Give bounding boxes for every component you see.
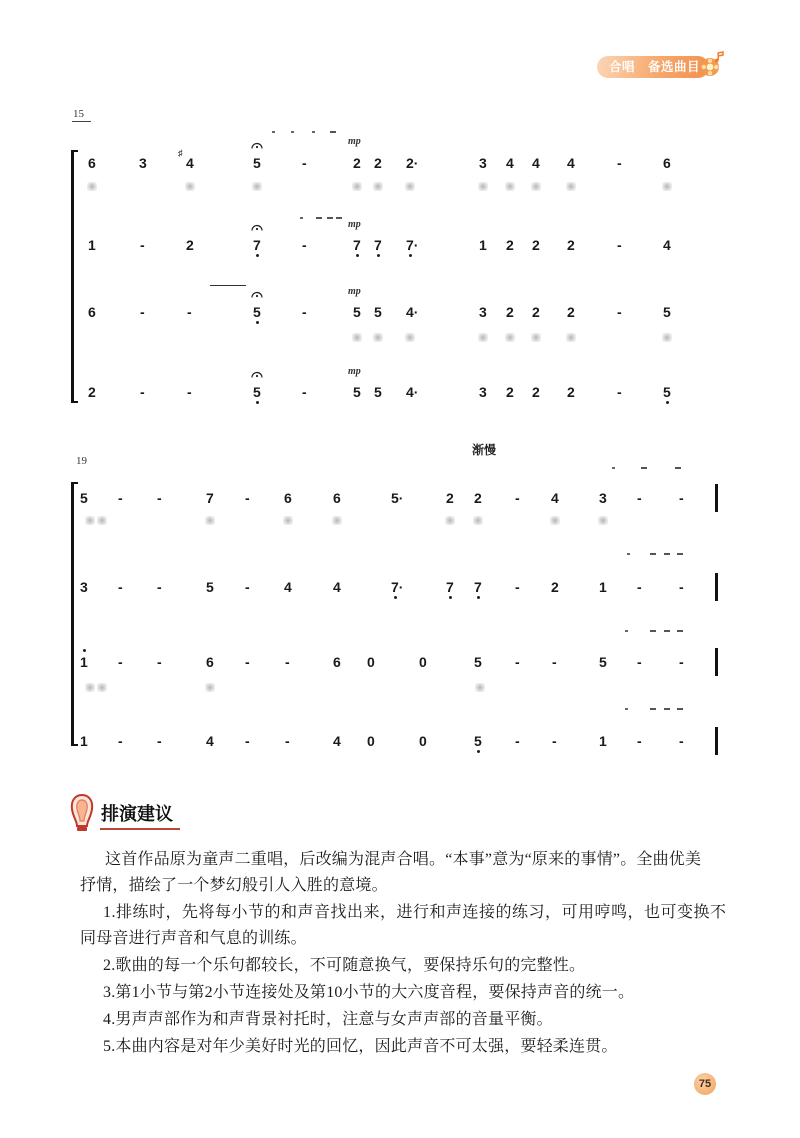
- final-barline: [715, 648, 718, 676]
- hairpin-fragment: [677, 708, 683, 710]
- duration-dash: -: [285, 654, 290, 670]
- note: 4: [663, 237, 671, 253]
- duration-dash: -: [140, 237, 145, 253]
- note: 1: [599, 733, 607, 749]
- lyric-syllable-illegible: [85, 683, 95, 692]
- note: 4·: [406, 384, 419, 400]
- advice-line: 抒情，描绘了一个梦幻般引人入胜的意境。: [80, 877, 388, 894]
- hairpin-fragment: [316, 217, 322, 219]
- low-octave-dot: [377, 254, 380, 257]
- duration-dash: -: [552, 733, 557, 749]
- lyric-syllable-illegible: [352, 333, 362, 342]
- duration-dash: -: [245, 654, 250, 670]
- hairpin-fragment: [650, 708, 656, 710]
- duration-dash: -: [679, 490, 684, 506]
- note: 2·: [406, 155, 419, 171]
- hairpin-fragment: [625, 630, 628, 632]
- lyric-syllable-illegible: [87, 182, 97, 191]
- note: 5: [353, 304, 361, 320]
- duration-dash: -: [617, 155, 622, 171]
- note: 1: [479, 237, 487, 253]
- note: 4: [206, 733, 214, 749]
- note: 6: [333, 654, 341, 670]
- low-octave-dot: [256, 254, 259, 257]
- note: 4: [333, 579, 341, 595]
- lyric-syllable-illegible: [566, 182, 576, 191]
- hairpin-fragment: [327, 217, 333, 219]
- note: 7: [353, 237, 361, 253]
- note: 5: [206, 579, 214, 595]
- lyric-syllable-illegible: [97, 683, 107, 692]
- note: 0: [419, 733, 427, 749]
- low-octave-dot: [409, 254, 412, 257]
- lyric-syllable-illegible: [598, 516, 608, 525]
- advice-line: 3.第1小节与第2小节连接处及第10小节的大六度音程，要保持声音的统一。: [103, 984, 635, 1001]
- dynamic-marking: mp: [348, 219, 361, 230]
- advice-line: 2.歌曲的每一个乐句都较长，不可随意换气，要保持乐句的完整性。: [103, 957, 586, 974]
- note: 4: [333, 733, 341, 749]
- hairpin-fragment: [677, 630, 683, 632]
- note: 4: [506, 155, 514, 171]
- note: 3: [139, 155, 147, 171]
- final-barline: [715, 573, 718, 601]
- measure-number: 15: [73, 108, 84, 120]
- note: 2: [532, 304, 540, 320]
- high-octave-dot: [83, 649, 86, 652]
- duration-dash: -: [515, 579, 520, 595]
- lyric-syllable-illegible: [252, 182, 262, 191]
- lyric-syllable-illegible: [97, 516, 107, 525]
- lyric-syllable-illegible: [185, 182, 195, 191]
- note: 0: [367, 654, 375, 670]
- note: 6: [284, 490, 292, 506]
- note: 5·: [391, 490, 404, 506]
- duration-dash: -: [617, 304, 622, 320]
- note: 5: [374, 384, 382, 400]
- system-bracket-bottom: [71, 744, 78, 746]
- duration-dash: -: [302, 237, 307, 253]
- tempo-marking: 渐慢: [472, 443, 497, 457]
- lyric-syllable-illegible: [505, 182, 515, 191]
- duration-dash: -: [617, 384, 622, 400]
- note: 7: [374, 237, 382, 253]
- low-octave-dot: [477, 596, 480, 599]
- lyric-syllable-illegible: [205, 516, 215, 525]
- hairpin-fragment: [650, 630, 656, 632]
- note: 3: [80, 579, 88, 595]
- note: 0: [419, 654, 427, 670]
- duration-dash: -: [637, 490, 642, 506]
- duration-dash: -: [302, 304, 307, 320]
- system-bracket-bottom: [71, 401, 78, 403]
- lyric-syllable-illegible: [531, 182, 541, 191]
- hairpin-fragment: [612, 467, 615, 469]
- note: 2: [551, 579, 559, 595]
- lyric-syllable-illegible: [405, 333, 415, 342]
- lyric-syllable-illegible: [332, 516, 342, 525]
- lyric-syllable-illegible: [352, 182, 362, 191]
- note: 4: [551, 490, 559, 506]
- note: 4: [186, 155, 194, 171]
- advice-line: 4.男声声部作为和声背景衬托时，注意与女声声部的音量平衡。: [103, 1011, 553, 1028]
- section-title: 排演建议: [101, 804, 173, 825]
- note: 5: [253, 384, 261, 400]
- lyric-syllable-illegible: [478, 182, 488, 191]
- lyric-syllable-illegible: [662, 182, 672, 191]
- note: 1: [88, 237, 96, 253]
- lyric-syllable-illegible: [531, 333, 541, 342]
- hairpin-fragment: [641, 467, 647, 469]
- duration-dash: -: [118, 654, 123, 670]
- duration-dash: -: [515, 654, 520, 670]
- fermata-icon: [251, 290, 263, 298]
- duration-dash: -: [245, 490, 250, 506]
- note: 2: [506, 304, 514, 320]
- system-bracket-top: [71, 150, 78, 152]
- note: 6: [333, 490, 341, 506]
- duration-dash: -: [637, 579, 642, 595]
- low-octave-dot: [477, 750, 480, 753]
- lyric-syllable-illegible: [662, 333, 672, 342]
- note: 3: [599, 490, 607, 506]
- lyric-syllable-illegible: [478, 333, 488, 342]
- advice-line: 1.排练时，先将每小节的和声音找出来，进行和声连接的练习，可用哼鸣，也可变换不: [103, 904, 727, 921]
- dynamic-marking: mp: [348, 136, 361, 147]
- note: 4: [532, 155, 540, 171]
- advice-line: 同母音进行声音和气息的训练。: [80, 930, 307, 947]
- fermata-icon: [251, 141, 263, 149]
- duration-dash: -: [679, 654, 684, 670]
- low-octave-dot: [256, 401, 259, 404]
- system-bracket: [71, 482, 74, 746]
- duration-dash: -: [187, 384, 192, 400]
- note: 2: [532, 237, 540, 253]
- note: 6: [206, 654, 214, 670]
- lyric-syllable-illegible: [373, 182, 383, 191]
- note: 5: [599, 654, 607, 670]
- low-octave-dot: [394, 596, 397, 599]
- duration-dash: -: [245, 579, 250, 595]
- measure-number-underline: [72, 121, 91, 122]
- lyric-syllable-illegible: [473, 516, 483, 525]
- duration-dash: -: [515, 733, 520, 749]
- lyric-syllable-illegible: [373, 333, 383, 342]
- hairpin-fragment: [627, 553, 630, 555]
- lyric-syllable-illegible: [205, 683, 215, 692]
- duration-dash: -: [515, 490, 520, 506]
- note: 2: [567, 237, 575, 253]
- note: 2: [532, 384, 540, 400]
- duration-dash: -: [302, 384, 307, 400]
- duration-dash: -: [285, 733, 290, 749]
- hairpin-fragment: [664, 553, 670, 555]
- chapter-badge-label: 合唱 备选曲目: [609, 59, 701, 74]
- low-octave-dot: [356, 254, 359, 257]
- note: 4: [567, 155, 575, 171]
- note: 5: [474, 733, 482, 749]
- section-title-underline: [100, 828, 180, 830]
- hairpin-fragment: [272, 131, 275, 133]
- low-octave-dot: [666, 401, 669, 404]
- duration-dash: -: [187, 304, 192, 320]
- hairpin-fragment: [300, 217, 303, 219]
- hairpin-fragment: [664, 630, 670, 632]
- note: 5: [253, 155, 261, 171]
- sharp-accidental: ♯: [178, 148, 183, 158]
- note: 2: [353, 155, 361, 171]
- duration-dash: -: [302, 155, 307, 171]
- duration-dash: -: [679, 579, 684, 595]
- final-barline: [715, 727, 718, 755]
- duration-dash: -: [617, 237, 622, 253]
- tie-line: [210, 285, 246, 286]
- duration-dash: -: [140, 384, 145, 400]
- note: 4: [284, 579, 292, 595]
- note: 0: [367, 733, 375, 749]
- duration-dash: -: [140, 304, 145, 320]
- note: 7: [474, 579, 482, 595]
- note: 1: [80, 733, 88, 749]
- hairpin-fragment: [650, 553, 656, 555]
- lyric-syllable-illegible: [475, 683, 485, 692]
- fermata-icon: [251, 370, 263, 378]
- lyric-syllable-illegible: [283, 516, 293, 525]
- system-bracket: [71, 150, 74, 403]
- measure-number: 19: [76, 455, 87, 467]
- note: 1: [80, 654, 88, 670]
- note: 5: [374, 304, 382, 320]
- system-bracket-top: [71, 482, 78, 484]
- note: 5: [80, 490, 88, 506]
- dynamic-marking: mp: [348, 366, 361, 377]
- note: 7: [253, 237, 261, 253]
- note: 5: [663, 384, 671, 400]
- note: 7·: [406, 237, 419, 253]
- note: 5: [353, 384, 361, 400]
- note: 3: [479, 304, 487, 320]
- hairpin-fragment: [675, 467, 681, 469]
- note: 2: [446, 490, 454, 506]
- note: 2: [374, 155, 382, 171]
- lyric-syllable-illegible: [85, 516, 95, 525]
- microphone-icon: [68, 793, 96, 833]
- duration-dash: -: [679, 733, 684, 749]
- note: 6: [88, 304, 96, 320]
- hairpin-fragment: [312, 131, 315, 133]
- duration-dash: -: [118, 733, 123, 749]
- duration-dash: -: [552, 654, 557, 670]
- low-octave-dot: [449, 596, 452, 599]
- note: 3: [479, 155, 487, 171]
- note: 7: [446, 579, 454, 595]
- duration-dash: -: [157, 490, 162, 506]
- note: 5: [663, 304, 671, 320]
- duration-dash: -: [157, 733, 162, 749]
- lyric-syllable-illegible: [405, 182, 415, 191]
- duration-dash: -: [637, 654, 642, 670]
- note: 7·: [391, 579, 404, 595]
- hairpin-fragment: [291, 131, 294, 133]
- hairpin-fragment: [664, 708, 670, 710]
- note: 5: [474, 654, 482, 670]
- note: 2: [88, 384, 96, 400]
- duration-dash: -: [118, 490, 123, 506]
- note: 1: [599, 579, 607, 595]
- note: 2: [567, 304, 575, 320]
- lyric-syllable-illegible: [445, 516, 455, 525]
- dynamic-marking: mp: [348, 286, 361, 297]
- duration-dash: -: [157, 579, 162, 595]
- hairpin-fragment: [625, 708, 628, 710]
- advice-line: 5.本曲内容是对年少美好时光的回忆，因此声音不可太强，要轻柔连贯。: [103, 1038, 618, 1055]
- note: 2: [474, 490, 482, 506]
- note: 2: [186, 237, 194, 253]
- note: 7: [206, 490, 214, 506]
- note: 6: [663, 155, 671, 171]
- note: 5: [253, 304, 261, 320]
- note: 4·: [406, 304, 419, 320]
- note: 2: [567, 384, 575, 400]
- hairpin-fragment: [330, 131, 336, 133]
- duration-dash: -: [245, 733, 250, 749]
- low-octave-dot: [256, 321, 259, 324]
- lyric-syllable-illegible: [550, 516, 560, 525]
- lyric-syllable-illegible: [505, 333, 515, 342]
- note: 2: [506, 237, 514, 253]
- duration-dash: -: [118, 579, 123, 595]
- hairpin-fragment: [677, 553, 683, 555]
- page-number: 75: [694, 1073, 716, 1095]
- duration-dash: -: [637, 733, 642, 749]
- duration-dash: -: [157, 654, 162, 670]
- final-barline: [715, 484, 718, 512]
- note: 2: [506, 384, 514, 400]
- note: 3: [479, 384, 487, 400]
- hairpin-fragment: [336, 217, 342, 219]
- advice-line: 这首作品原为童声二重唱，后改编为混声合唱。“本事”意为“原来的事情”。全曲优美: [105, 851, 702, 868]
- fermata-icon: [251, 223, 263, 231]
- lyric-syllable-illegible: [566, 333, 576, 342]
- note: 6: [88, 155, 96, 171]
